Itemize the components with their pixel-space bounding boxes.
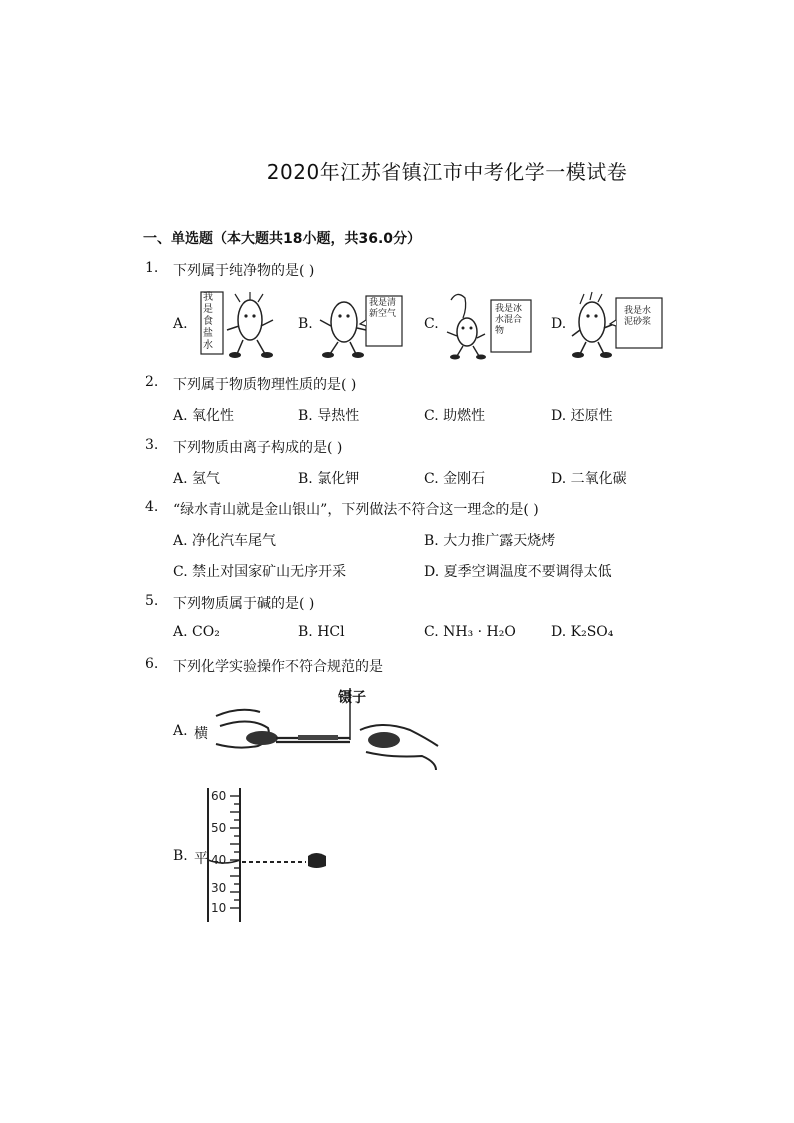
tweezers-handling-figure [210,686,440,776]
exam-title: 2020年江苏省镇江市中考化学一模试卷 [266,160,628,184]
question-text: 下列化学实验操作不符合规范的是 [173,659,383,675]
question-text: 下列属于纯净物的是( ) [173,263,315,279]
option: D. 还原性 [551,408,613,424]
graduated-cylinder-figure [202,786,334,922]
option: B. 导热性 [298,408,360,424]
question-text: “绿水青山就是金山银山”，下列做法不符合这一理念的是( ) [173,502,539,518]
option: A. CO₂ [173,624,220,640]
tick-label: 50 [211,821,227,835]
option-label: A. [173,316,188,332]
tick-label: 10 [211,901,227,915]
option: B. 氯化钾 [298,471,360,487]
option-caption: 平 [194,851,208,867]
option: A. 氧化性 [173,408,235,424]
speech-bubble: 我是冰水混合物 [495,304,523,336]
option-label: B. [173,848,188,864]
option-label: D. [551,316,567,332]
question-number: 5. [145,593,159,609]
option: D. 夏季空调温度不要调得太低 [424,564,612,580]
option: C. 金刚石 [424,471,486,487]
question-number: 3. [145,437,159,453]
tick-label: 40 [211,853,227,867]
question-text: 下列物质由离子构成的是( ) [173,440,343,456]
speech-bubble: 我是清新空气 [369,298,397,319]
option: D. K₂SO₄ [551,624,614,640]
option: D. 二氧化碳 [551,471,627,487]
option-label: B. [298,316,313,332]
option: B. 大力推广露天烧烤 [424,533,556,549]
option-caption: 横 [194,726,208,742]
tick-label: 30 [211,881,227,895]
option: A. 净化汽车尾气 [173,533,277,549]
option: A. 氢气 [173,471,221,487]
question-number: 2. [145,374,159,390]
option-label: C. [424,316,439,332]
speech-bubble: 我是食盐水 [203,292,213,351]
option-label: A. [173,723,188,739]
tweezers-label: 镊子 [338,690,366,706]
question-number: 6. [145,656,159,672]
option: C. NH₃ · H₂O [424,624,516,640]
tick-label: 60 [211,789,227,803]
speech-bubble: 我是水泥砂浆 [624,306,652,327]
question-text: 下列物质属于碱的是( ) [173,596,315,612]
question-number: 4. [145,499,159,515]
option: C. 助燃性 [424,408,486,424]
question-number: 1. [145,260,159,276]
section-heading: 一、单选题（本大题共18小题，共36.0分） [143,231,422,247]
question-text: 下列属于物质物理性质的是( ) [173,377,357,393]
option: C. 禁止对国家矿山无序开采 [173,564,347,580]
option: B. HCl [298,624,345,640]
